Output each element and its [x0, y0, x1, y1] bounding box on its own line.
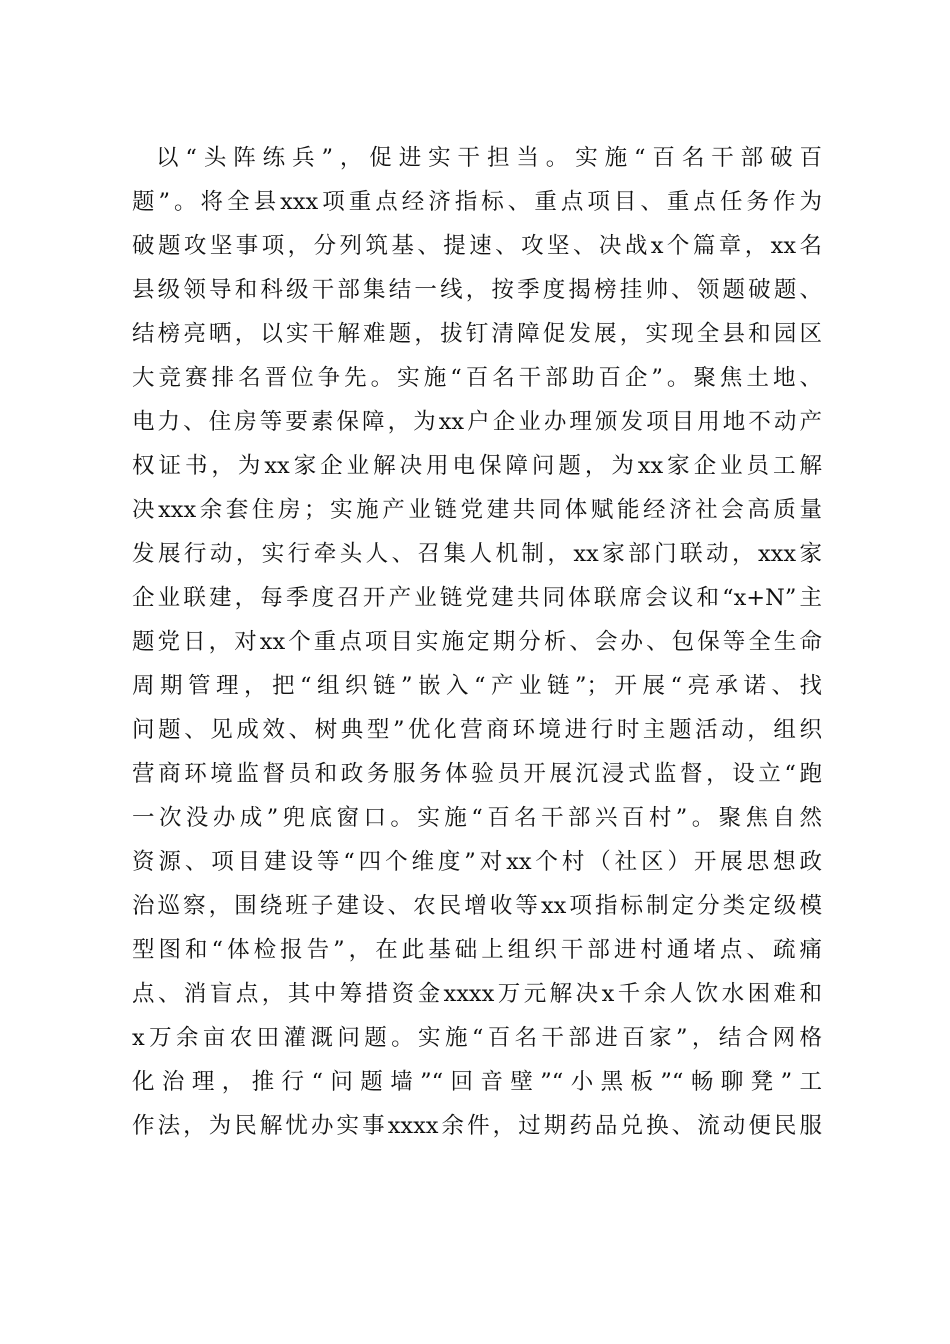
paragraph-line: 化治理，推行“问题墙”“回音壁”“小黑板”“畅聊凳”工: [132, 1069, 822, 1095]
paragraph-line: 型图和“体检报告”，在此基础上组织干部进村通堵点、疏痛: [132, 937, 822, 963]
paragraph-line: 电力、住房等要素保障，为xx户企业办理颁发项目用地不动产: [132, 409, 822, 435]
paragraph-line: 以“头阵练兵”，促进实干担当。实施“百名干部破百: [156, 145, 822, 171]
paragraph-line: 周期管理，把“组织链”嵌入“产业链”；开展“亮承诺、找: [132, 673, 822, 699]
paragraph-line: 企业联建，每季度召开产业链党建共同体联席会议和“x+N”主: [132, 585, 822, 611]
paragraph-line: 破题攻坚事项，分列筑基、提速、攻坚、决战x个篇章，xx名: [132, 233, 822, 259]
paragraph-line: x万余亩农田灌溉问题。实施“百名干部进百家”，结合网格: [132, 1025, 822, 1051]
paragraph-line: 发展行动，实行牵头人、召集人机制，xx家部门联动，xxx家: [132, 541, 822, 567]
paragraph-line: 题”。将全县xxx项重点经济指标、重点项目、重点任务作为: [132, 189, 822, 215]
paragraph-line: 营商环境监督员和政务服务体验员开展沉浸式监督，设立“跑: [132, 761, 822, 787]
paragraph-line: 作法，为民解忧办实事xxxx余件，过期药品兑换、流动便民服: [132, 1113, 822, 1139]
paragraph-line: 一次没办成”兜底窗口。实施“百名干部兴百村”。聚焦自然: [132, 805, 822, 831]
paragraph-line: 资源、项目建设等“四个维度”对xx个村（社区）开展思想政: [132, 849, 822, 875]
paragraph-line: 大竞赛排名晋位争先。实施“百名干部助百企”。聚焦土地、: [132, 365, 822, 391]
paragraph-line: 决xxx余套住房；实施产业链党建共同体赋能经济社会高质量: [132, 497, 822, 523]
body-paragraph: [132, 136, 822, 1148]
paragraph-line: 点、消盲点，其中筹措资金xxxx万元解决x千余人饮水困难和: [132, 981, 822, 1007]
paragraph-line: 治巡察，围绕班子建设、农民增收等xx项指标制定分类定级模: [132, 893, 822, 919]
paragraph-line: 权证书，为xx家企业解决用电保障问题，为xx家企业员工解: [132, 453, 822, 479]
paragraph-line: 县级领导和科级干部集结一线，按季度揭榜挂帅、领题破题、: [132, 277, 822, 303]
paragraph-line: 结榜亮晒，以实干解难题，拔钉清障促发展，实现全县和园区: [132, 321, 822, 347]
paragraph-line: 问题、见成效、树典型”优化营商环境进行时主题活动，组织: [132, 717, 822, 743]
paragraph-line: 题党日，对xx个重点项目实施定期分析、会办、包保等全生命: [132, 629, 822, 655]
